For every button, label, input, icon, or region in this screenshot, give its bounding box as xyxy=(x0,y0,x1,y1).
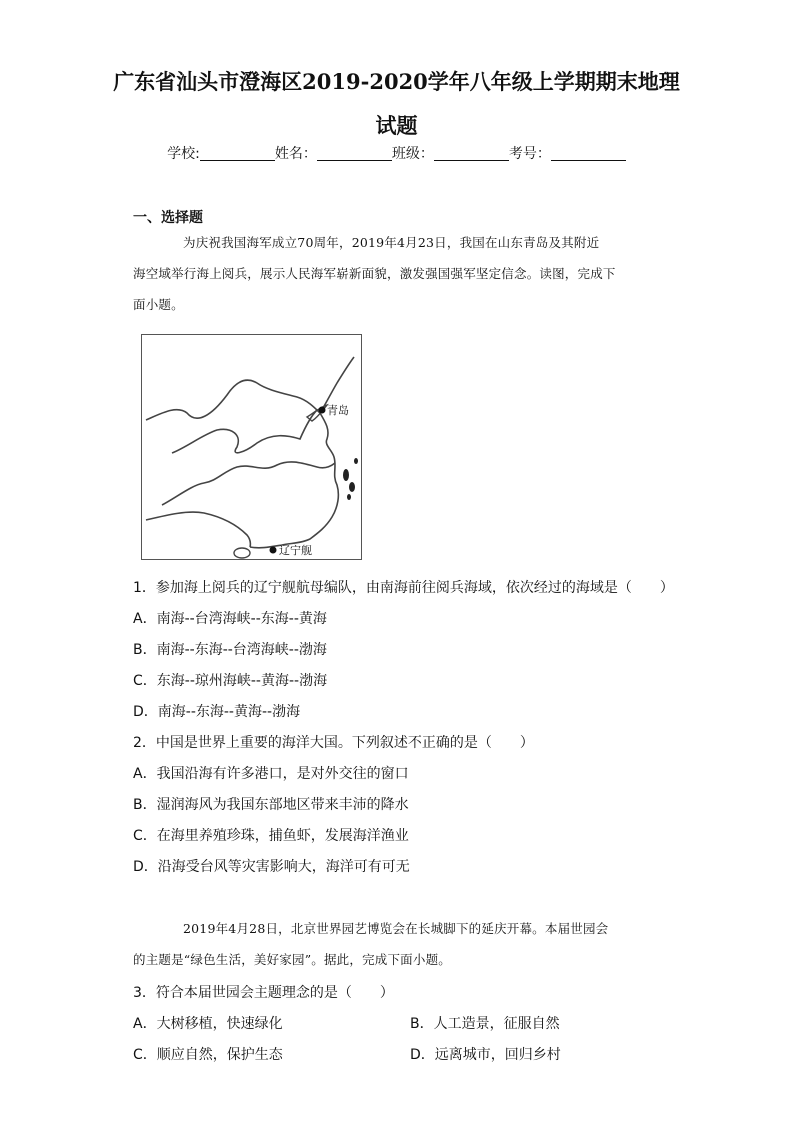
name-blank xyxy=(317,146,392,161)
question-1-option-d[interactable]: D．南海--东海--黄海--渤海 xyxy=(133,704,301,720)
question-1-stem: 1．参加海上阅兵的辽宁舰航母编队，由南海前往阅兵海域，依次经过的海域是（ ） xyxy=(133,580,674,596)
question-3-option-a[interactable]: A．大树移植，快速绿化 xyxy=(133,1016,283,1032)
student-info-line xyxy=(0,143,793,163)
question-3-option-c[interactable]: C．顺应自然，保护生态 xyxy=(133,1047,283,1063)
qingdao-marker xyxy=(319,407,326,414)
liaoning-marker xyxy=(270,547,277,554)
number-label: 考号： xyxy=(508,146,551,162)
map-drawing xyxy=(142,335,361,559)
number-blank xyxy=(551,146,626,161)
school-label: 学校: xyxy=(167,146,200,162)
south-boundary xyxy=(146,512,250,547)
question-2-option-d[interactable]: D．沿海受台风等灾害影响大，海洋可有可无 xyxy=(133,859,410,875)
island-3 xyxy=(347,494,351,500)
question-3-option-b[interactable]: B．人工造景，征服自然 xyxy=(410,1016,560,1032)
river-south xyxy=(162,462,335,505)
china-coast-map xyxy=(141,334,362,560)
qingdao-label: 青岛 xyxy=(327,404,349,417)
class-blank xyxy=(434,146,509,161)
school-blank xyxy=(200,146,275,161)
question-3-option-d[interactable]: D．远离城市，回归乡村 xyxy=(410,1047,561,1063)
passage-1-line-1: 为庆祝我国海军成立70周年，2019年4月23日，我国在山东青岛及其附近 xyxy=(183,235,600,250)
river-north xyxy=(172,410,317,453)
name-label: 姓名： xyxy=(274,146,317,162)
question-2-option-c[interactable]: C．在海里养殖珍珠，捕鱼虾，发展海洋渔业 xyxy=(133,828,409,844)
question-2-option-b[interactable]: B．湿润海风为我国东部地区带来丰沛的降水 xyxy=(133,797,409,813)
class-label: 班级： xyxy=(391,146,434,162)
question-1-option-b[interactable]: B．南海--东海--台湾海峡--渤海 xyxy=(133,642,327,658)
question-3-stem: 3．符合本届世园会主题理念的是（ ） xyxy=(133,985,394,1001)
island-1 xyxy=(343,469,349,481)
question-2-option-a[interactable]: A．我国沿海有许多港口，是对外交往的窗口 xyxy=(133,766,409,782)
question-2-stem: 2．中国是世界上重要的海洋大国。下列叙述不正确的是（ ） xyxy=(133,735,534,751)
east-coast xyxy=(250,413,338,548)
island-2 xyxy=(349,482,355,492)
passage-2 xyxy=(133,913,663,975)
page-title: 广东省汕头市澄海区2019-2020学年八年级上学期期末地理 xyxy=(113,69,680,94)
page-title-line2: 试题 xyxy=(375,113,418,138)
passage-1 xyxy=(133,227,663,320)
liaoning-label: 辽宁舰 xyxy=(279,544,312,557)
passage-2-line-2: 的主题是“绿色生活，美好家园”。据此，完成下面小题。 xyxy=(133,952,451,967)
passage-1-line-3: 面小题。 xyxy=(133,297,184,312)
passage-2-line-1: 2019年4月28日，北京世界园艺博览会在长城脚下的延庆开幕。本届世园会 xyxy=(183,921,609,936)
question-1-option-c[interactable]: C．东海--琼州海峡--黄海--渤海 xyxy=(133,673,328,689)
island-4 xyxy=(354,458,358,464)
hainan-island xyxy=(234,548,250,558)
section-heading: 一、选择题 xyxy=(133,210,203,226)
passage-1-line-2: 海空域举行海上阅兵，展示人民海军崭新面貌，激发强国强军坚定信念。读图，完成下 xyxy=(133,266,616,281)
question-1-option-a[interactable]: A．南海--台湾海峡--东海--黄海 xyxy=(133,611,327,627)
